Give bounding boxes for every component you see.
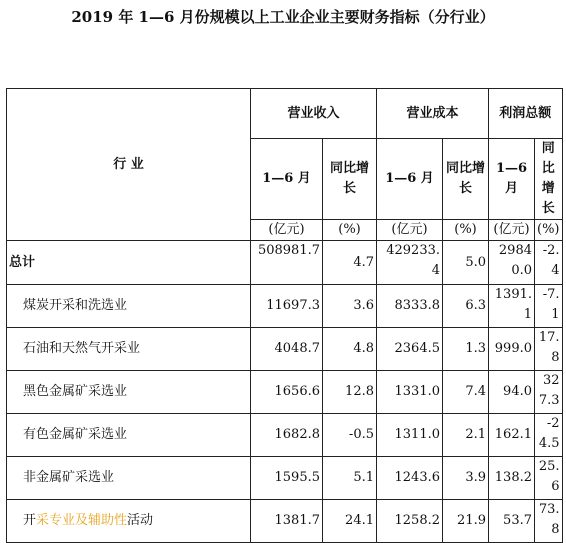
revenue-value: 11697.3 <box>251 285 323 328</box>
header-profit: 利润总额 <box>489 89 563 139</box>
revenue-growth: 4.8 <box>323 328 377 371</box>
profit-growth: 17.8 <box>535 328 563 371</box>
header-revenue-period: 1—6 月 <box>251 139 323 220</box>
revenue-value: 4048.7 <box>251 328 323 371</box>
row-name: 煤炭开采和洗选业 <box>7 285 251 328</box>
cost-growth: 2.1 <box>443 414 489 457</box>
table-row <box>7 414 563 457</box>
cost-value: 1258.2 <box>377 500 443 543</box>
row-name <box>7 500 251 543</box>
table-row <box>7 371 563 414</box>
header-profit-period: 1—6 月 <box>489 139 535 220</box>
profit-value: 138.2 <box>489 457 535 500</box>
profit-value: 1391.1 <box>489 285 535 328</box>
profit-growth: 25.6 <box>535 457 563 500</box>
revenue-growth: -0.5 <box>323 414 377 457</box>
cost-value: 1331.0 <box>377 371 443 414</box>
row-name: 有色金属矿采选业 <box>7 414 251 457</box>
revenue-value: 508981.7 <box>251 241 323 285</box>
unit-cost-amount: (亿元) <box>377 220 443 241</box>
header-revenue-yoy: 同比增长 <box>323 139 377 220</box>
table-row <box>7 457 563 500</box>
row-name: 黑色金属矿采选业 <box>7 371 251 414</box>
profit-growth: -7.1 <box>535 285 563 328</box>
cost-growth: 3.9 <box>443 457 489 500</box>
revenue-growth: 24.1 <box>323 500 377 543</box>
header-revenue: 营业收入 <box>251 89 377 139</box>
cost-value: 1243.6 <box>377 457 443 500</box>
profit-growth: 327.3 <box>535 371 563 414</box>
profit-value: 29840.0 <box>489 241 535 285</box>
table-row <box>7 328 563 371</box>
row-name-text: 开采专业及辅助性活动 <box>23 513 154 528</box>
unit-revenue-amount: (亿元) <box>251 220 323 241</box>
unit-cost-pct: (%) <box>443 220 489 241</box>
table-row <box>7 285 563 328</box>
watermark-text: 采专业及辅助性 <box>36 513 128 528</box>
unit-profit-pct: (%) <box>535 220 563 241</box>
page-title: 2019 年 1—6 月份规模以上工业企业主要财务指标（分行业） <box>71 8 495 26</box>
cost-value: 2364.5 <box>377 328 443 371</box>
row-name: 总计 <box>7 241 251 285</box>
cost-value: 429233.4 <box>377 241 443 285</box>
table-row <box>7 500 563 543</box>
cost-growth: 7.4 <box>443 371 489 414</box>
profit-value: 53.7 <box>489 500 535 543</box>
revenue-growth: 5.1 <box>323 457 377 500</box>
cost-growth: 1.3 <box>443 328 489 371</box>
profit-growth: 73.8 <box>535 500 563 543</box>
revenue-value: 1381.7 <box>251 500 323 543</box>
revenue-value: 1595.5 <box>251 457 323 500</box>
header-cost-yoy: 同比增长 <box>443 139 489 220</box>
cost-value: 8333.8 <box>377 285 443 328</box>
revenue-value: 1656.6 <box>251 371 323 414</box>
profit-value: 999.0 <box>489 328 535 371</box>
revenue-growth: 12.8 <box>323 371 377 414</box>
header-cost-period: 1—6 月 <box>377 139 443 220</box>
row-name: 非金属矿采选业 <box>7 457 251 500</box>
profit-value: 162.1 <box>489 414 535 457</box>
cost-value: 1311.0 <box>377 414 443 457</box>
revenue-value: 1682.8 <box>251 414 323 457</box>
table-row <box>7 241 563 285</box>
unit-revenue-pct: (%) <box>323 220 377 241</box>
row-name: 石油和天然气开采业 <box>7 328 251 371</box>
profit-growth: -2.4 <box>535 241 563 285</box>
header-cost: 营业成本 <box>377 89 489 139</box>
cost-growth: 6.3 <box>443 285 489 328</box>
unit-profit-amount: (亿元) <box>489 220 535 241</box>
cost-growth: 5.0 <box>443 241 489 285</box>
profit-growth: -24.5 <box>535 414 563 457</box>
header-row-1 <box>7 89 563 139</box>
revenue-growth: 3.6 <box>323 285 377 328</box>
profit-value: 94.0 <box>489 371 535 414</box>
financial-indicators-table <box>6 88 563 543</box>
cost-growth: 21.9 <box>443 500 489 543</box>
header-profit-yoy: 同比增长 <box>535 139 563 220</box>
revenue-growth: 4.7 <box>323 241 377 285</box>
header-industry: 行 业 <box>7 89 251 241</box>
